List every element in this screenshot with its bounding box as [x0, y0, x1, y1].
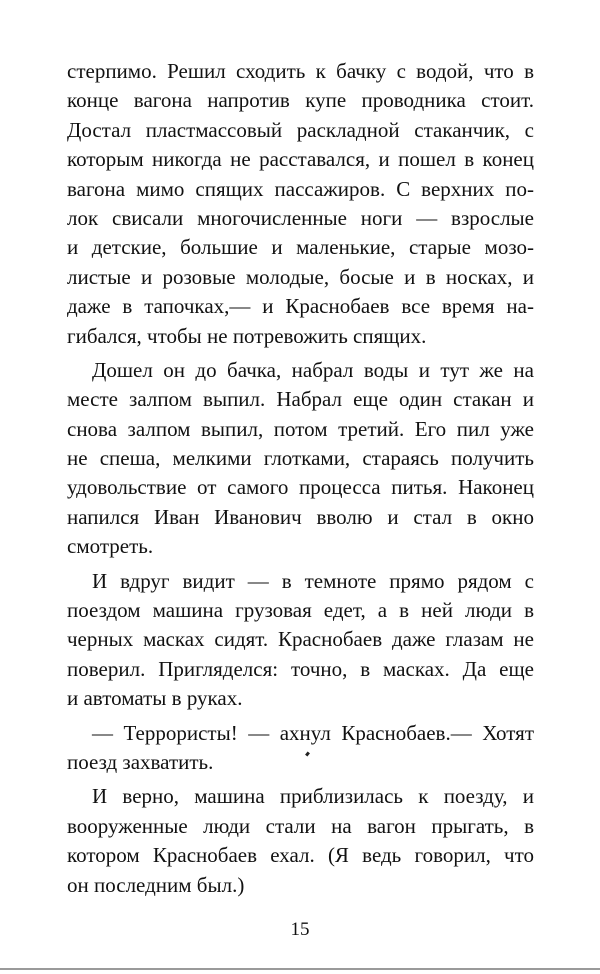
page-number: 15 — [290, 919, 310, 940]
text-line: поездом машина грузовая едет, а в ней люди в — [67, 598, 534, 623]
text-line: вагона мимо спящих пассажиров. С верхних по- — [67, 176, 534, 201]
text-line: даже в тапочках,— и Краснобаев все время на- — [67, 294, 534, 319]
text-line: котором Краснобаев ехал. (Я ведь говорил, что — [67, 843, 534, 868]
text-line: не спеша, мелкими глотками, стараясь получить — [67, 446, 534, 471]
text-line: Дошел он до бачка, набрал воды и тут же на — [92, 357, 534, 382]
text-line: И верно, машина приблизилась к поезду, и — [92, 784, 534, 809]
text-line: удовольствие от самого процесса питья. Наконец — [67, 475, 534, 500]
text-line: конце вагона напротив купе проводника стоит. — [67, 88, 534, 113]
text-line: и детские, большие и маленькие, старые мозо- — [67, 235, 534, 260]
paragraph — [67, 356, 534, 562]
text-line: которым никогда не расставался, и пошел в конец — [67, 147, 534, 172]
paragraph — [67, 567, 534, 714]
text-line: черных масках сидят. Краснобаев даже глазам не — [67, 627, 534, 652]
page-body — [67, 57, 534, 905]
text-line: И вдруг видит — в темноте прямо рядом с — [92, 568, 534, 593]
text-line: — Террористы! — ахнул Краснобаев.— Хотят — [92, 720, 534, 745]
text-line: напился Иван Иванович вволю и стал в окно — [67, 504, 534, 529]
text-line: Достал пластмассовый раскладной стаканчик, с — [67, 117, 534, 142]
text-line: лок свисали многочисленные ноги — взрослые — [67, 205, 534, 230]
text-line: и автоматы в руках. — [67, 686, 243, 711]
text-line: смотреть. — [67, 534, 154, 559]
text-line: поезд захватить. — [67, 749, 214, 774]
text-line: снова залпом выпил, потом третий. Его пил уже — [67, 416, 534, 441]
text-line: вооруженные люди стали на вагон прыгать, в — [67, 813, 534, 838]
paragraph — [67, 719, 534, 778]
text-line: месте залпом выпил. Набрал еще один стакан и — [67, 387, 534, 412]
text-line: гибался, чтобы не потревожить спящих. — [67, 323, 427, 348]
text-line: листые и розовые молодые, босые и в носках, и — [67, 264, 534, 289]
page-bottom-edge — [0, 968, 600, 970]
paragraph — [67, 57, 534, 351]
paragraph — [67, 782, 534, 900]
text-line: поверил. Пригляделся: точно, в масках. Да еще — [67, 656, 534, 681]
text-line: он последним был.) — [67, 872, 245, 897]
text-line: стерпимо. Решил сходить к бачку с водой, что в — [67, 59, 534, 83]
